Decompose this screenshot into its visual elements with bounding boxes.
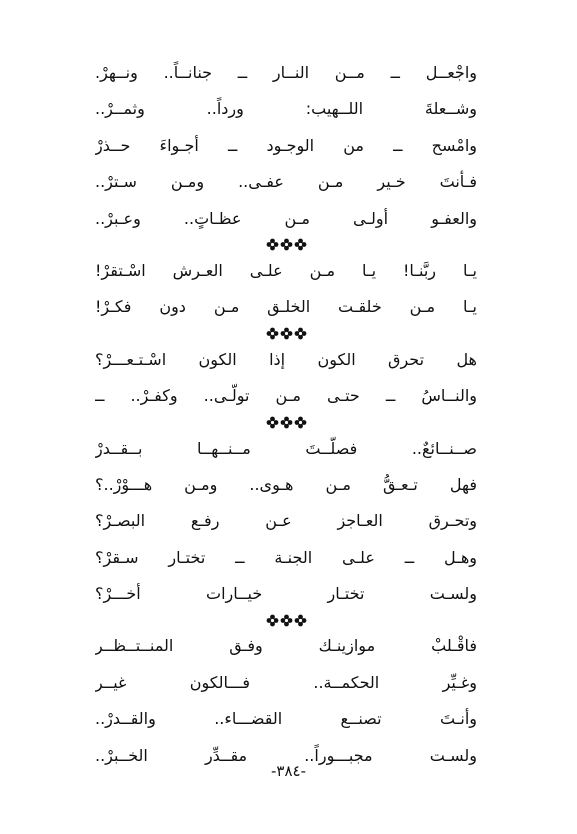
stanza-separator: [95, 237, 477, 253]
flower-ornament-icon: [294, 614, 307, 627]
poem-line: يـا مـن خلقـت الخلـق مـن دون فكـرْ!: [95, 297, 477, 317]
flower-ornament-icon: [266, 614, 279, 627]
flower-ornament-icon: [266, 327, 279, 340]
stanza-separator: [95, 326, 477, 342]
stanza-1: [95, 55, 477, 237]
flower-ornament-icon: [280, 238, 293, 251]
poem-line: صــنــائعٌ.. فصلّــتَ مــنــهــا بــقــدرْ: [95, 438, 477, 458]
poem-line: فهل تـعـقُّ مـن هـوى.. ومـن هـــوْرْ..؟: [95, 474, 477, 494]
poem-line: والعفـو أولـى مـن عظـاتٍ.. وعـبرْ..: [95, 208, 477, 228]
poem-line: وشــعلةَ اللــهيب: ورداً.. وثمــرْ..: [95, 99, 477, 119]
poem-line: هل تحرق الكون إذا الكون اسْـتـعـــرْ؟: [95, 349, 477, 369]
stanza-separator: [95, 612, 477, 628]
flower-ornament-icon: [294, 416, 307, 429]
flower-ornament-icon: [294, 327, 307, 340]
poem-line: يـا ربَّنـا! يـا مـن علـى العـرش اسْـتقرْ!: [95, 260, 477, 280]
stanza-5: [95, 628, 477, 774]
poem-line: والنــاسُ ــ حتـى مـن تولّـى.. وكفـرْ.. ــ: [95, 386, 477, 406]
flower-ornament-icon: [280, 614, 293, 627]
flower-ornament-icon: [280, 416, 293, 429]
poem-line: وهـل ــ علـى الجنـة ــ تختـار سـقرْ؟: [95, 547, 477, 567]
poem-line: وتحـرق العـاجز عـن رفـع البصـرْ؟: [95, 511, 477, 531]
flower-ornament-icon: [294, 238, 307, 251]
poem-line: واجْعــل ــ مــن النــار ــ جنانــاً.. ونــهرْ.: [95, 63, 477, 82]
poem-line: فـأنتَ خـير مـن عفـى.. ومـن سـترْ..: [95, 172, 477, 192]
poem-line: فاقْـلبْ موازينـك وفـق المنــتــظــر: [95, 636, 477, 656]
poem-line: وأنـتَ تصنــع القضـــاء.. والقــدرْ..: [95, 709, 477, 729]
flower-ornament-icon: [266, 238, 279, 251]
stanza-2: [95, 253, 477, 326]
flower-ornament-icon: [280, 327, 293, 340]
poem-body: [95, 55, 477, 774]
stanza-separator: [95, 415, 477, 431]
poem-line: وغـيِّر الحكمــة.. فـــالكون غيــر: [95, 672, 477, 692]
poem-line: ولسـت مجبـــوراً.. مقــدِّر الخــبرْ..: [95, 745, 477, 765]
stanza-4: [95, 431, 477, 613]
page-number: -٣٨٤-: [270, 762, 306, 780]
stanza-3: [95, 342, 477, 415]
poem-line: وامْسح ــ من الوجـود ــ أجـواءَ حــذرْ: [95, 135, 477, 155]
flower-ornament-icon: [266, 416, 279, 429]
poem-line: ولسـت تختـار خيــارات أخـــرْ؟: [95, 584, 477, 604]
